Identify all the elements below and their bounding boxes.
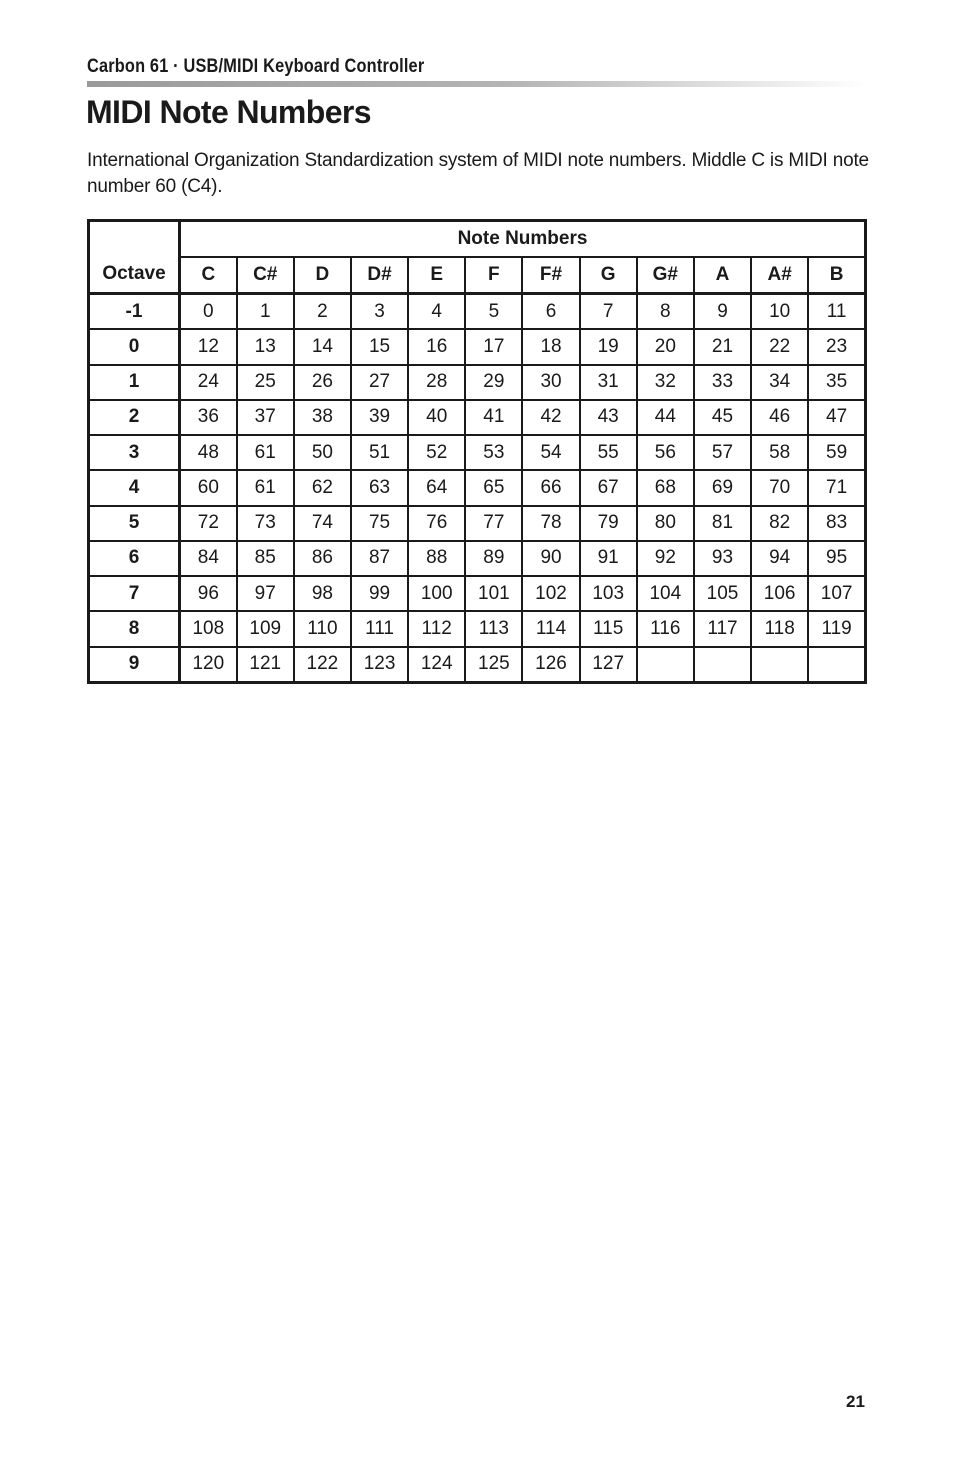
note-number-cell <box>637 647 694 683</box>
note-number-cell: 106 <box>751 576 808 611</box>
note-number-cell: 65 <box>465 470 522 505</box>
octave-cell: 6 <box>89 541 180 576</box>
note-number-cell: 28 <box>408 365 465 400</box>
note-number-cell: 61 <box>237 470 294 505</box>
note-number-cell: 50 <box>294 435 351 470</box>
note-number-cell: 56 <box>637 435 694 470</box>
note-number-cell: 8 <box>637 294 694 330</box>
note-number-cell: 41 <box>465 400 522 435</box>
note-number-cell: 51 <box>351 435 408 470</box>
note-number-cell: 101 <box>465 576 522 611</box>
note-number-cell: 17 <box>465 329 522 364</box>
note-number-cell: 123 <box>351 647 408 683</box>
note-name-header: D# <box>351 257 408 294</box>
note-number-cell: 124 <box>408 647 465 683</box>
note-number-cell: 7 <box>580 294 637 330</box>
note-number-cell: 36 <box>180 400 237 435</box>
table-row <box>89 470 866 505</box>
note-number-cell: 53 <box>465 435 522 470</box>
note-name-header: E <box>408 257 465 294</box>
note-number-cell: 112 <box>408 611 465 646</box>
note-number-cell: 62 <box>294 470 351 505</box>
note-number-cell: 18 <box>522 329 579 364</box>
octave-cell: 1 <box>89 365 180 400</box>
note-number-cell: 1 <box>237 294 294 330</box>
note-number-cell <box>808 647 865 683</box>
note-number-cell: 114 <box>522 611 579 646</box>
note-number-cell: 57 <box>694 435 751 470</box>
header-rule <box>87 81 867 87</box>
note-number-cell: 93 <box>694 541 751 576</box>
note-number-cell: 115 <box>580 611 637 646</box>
table-row <box>89 576 866 611</box>
octave-cell: 2 <box>89 400 180 435</box>
note-number-cell: 80 <box>637 506 694 541</box>
intro-paragraph: International Organization Standardization system of MIDI note numbers. Middle C is MIDI note number 60 (C4). <box>87 150 869 197</box>
octave-cell: 4 <box>89 470 180 505</box>
note-number-cell: 90 <box>522 541 579 576</box>
note-number-cell: 40 <box>408 400 465 435</box>
note-number-cell: 97 <box>237 576 294 611</box>
octave-cell: 5 <box>89 506 180 541</box>
note-number-cell: 9 <box>694 294 751 330</box>
note-number-cell <box>694 647 751 683</box>
note-name-row <box>89 257 866 294</box>
note-number-cell: 84 <box>180 541 237 576</box>
note-name-header: D <box>294 257 351 294</box>
page-number: 21 <box>846 1392 865 1411</box>
table-row <box>89 541 866 576</box>
note-number-cell: 104 <box>637 576 694 611</box>
note-number-cell: 74 <box>294 506 351 541</box>
note-number-cell: 46 <box>751 400 808 435</box>
octave-cell: 3 <box>89 435 180 470</box>
note-number-cell: 79 <box>580 506 637 541</box>
note-number-cell: 23 <box>808 329 865 364</box>
note-number-cell: 116 <box>637 611 694 646</box>
note-number-cell: 98 <box>294 576 351 611</box>
note-number-cell: 99 <box>351 576 408 611</box>
note-number-cell: 126 <box>522 647 579 683</box>
note-number-cell: 26 <box>294 365 351 400</box>
note-number-cell: 31 <box>580 365 637 400</box>
note-name-header: G# <box>637 257 694 294</box>
note-number-cell: 88 <box>408 541 465 576</box>
note-number-cell: 108 <box>180 611 237 646</box>
note-number-cell: 118 <box>751 611 808 646</box>
note-number-cell: 70 <box>751 470 808 505</box>
note-number-cell: 45 <box>694 400 751 435</box>
note-number-cell: 13 <box>237 329 294 364</box>
note-number-cell: 54 <box>522 435 579 470</box>
note-number-cell: 48 <box>180 435 237 470</box>
page-title: MIDI Note Numbers <box>86 94 371 130</box>
note-number-cell: 96 <box>180 576 237 611</box>
note-number-cell: 78 <box>522 506 579 541</box>
note-number-cell: 71 <box>808 470 865 505</box>
table-row <box>89 329 866 364</box>
table-row <box>89 435 866 470</box>
note-number-cell: 66 <box>522 470 579 505</box>
table-row <box>89 647 866 683</box>
note-number-cell: 110 <box>294 611 351 646</box>
note-numbers-header: Note Numbers <box>180 221 866 258</box>
note-number-cell: 85 <box>237 541 294 576</box>
note-number-cell: 63 <box>351 470 408 505</box>
note-number-cell: 91 <box>580 541 637 576</box>
note-number-cell: 30 <box>522 365 579 400</box>
note-number-cell: 64 <box>408 470 465 505</box>
table-header-row <box>89 221 866 258</box>
note-number-cell: 69 <box>694 470 751 505</box>
note-number-cell: 55 <box>580 435 637 470</box>
note-number-cell: 100 <box>408 576 465 611</box>
note-number-cell: 38 <box>294 400 351 435</box>
note-number-cell: 87 <box>351 541 408 576</box>
note-number-cell: 95 <box>808 541 865 576</box>
note-number-cell: 11 <box>808 294 865 330</box>
note-number-cell: 52 <box>408 435 465 470</box>
midi-note-table <box>87 219 867 684</box>
note-number-cell: 92 <box>637 541 694 576</box>
octave-cell: -1 <box>89 294 180 330</box>
note-number-cell: 15 <box>351 329 408 364</box>
note-number-cell: 24 <box>180 365 237 400</box>
note-number-cell: 43 <box>580 400 637 435</box>
note-number-cell: 109 <box>237 611 294 646</box>
note-number-cell: 16 <box>408 329 465 364</box>
note-number-cell: 4 <box>408 294 465 330</box>
note-number-cell: 105 <box>694 576 751 611</box>
note-number-cell: 60 <box>180 470 237 505</box>
note-number-cell: 122 <box>294 647 351 683</box>
note-number-cell: 20 <box>637 329 694 364</box>
note-number-cell: 72 <box>180 506 237 541</box>
note-number-cell: 44 <box>637 400 694 435</box>
note-number-cell: 35 <box>808 365 865 400</box>
note-number-cell: 19 <box>580 329 637 364</box>
note-name-header: C# <box>237 257 294 294</box>
running-header: Carbon 61 · USB/MIDI Keyboard Controller <box>87 56 425 77</box>
note-number-cell: 37 <box>237 400 294 435</box>
note-number-cell: 5 <box>465 294 522 330</box>
note-number-cell: 67 <box>580 470 637 505</box>
note-number-cell: 113 <box>465 611 522 646</box>
note-number-cell: 2 <box>294 294 351 330</box>
note-number-cell: 47 <box>808 400 865 435</box>
note-number-cell: 77 <box>465 506 522 541</box>
note-name-header: G <box>580 257 637 294</box>
note-number-cell: 42 <box>522 400 579 435</box>
note-number-cell: 27 <box>351 365 408 400</box>
note-number-cell: 3 <box>351 294 408 330</box>
note-name-header: B <box>808 257 865 294</box>
note-number-cell: 25 <box>237 365 294 400</box>
table-row <box>89 294 866 330</box>
note-number-cell: 29 <box>465 365 522 400</box>
table-row <box>89 365 866 400</box>
note-number-cell: 58 <box>751 435 808 470</box>
note-number-cell: 14 <box>294 329 351 364</box>
note-number-cell: 6 <box>522 294 579 330</box>
octave-cell: 9 <box>89 647 180 683</box>
note-number-cell: 120 <box>180 647 237 683</box>
note-name-header: F# <box>522 257 579 294</box>
note-number-cell: 82 <box>751 506 808 541</box>
octave-header: Octave <box>89 221 180 294</box>
note-number-cell: 111 <box>351 611 408 646</box>
note-number-cell: 117 <box>694 611 751 646</box>
note-name-header: C <box>180 257 237 294</box>
table-row <box>89 400 866 435</box>
note-number-cell: 59 <box>808 435 865 470</box>
note-number-cell: 83 <box>808 506 865 541</box>
table-row <box>89 506 866 541</box>
note-name-header: F <box>465 257 522 294</box>
note-number-cell: 81 <box>694 506 751 541</box>
note-number-cell: 33 <box>694 365 751 400</box>
table-body <box>89 294 866 683</box>
note-number-cell: 76 <box>408 506 465 541</box>
note-number-cell <box>751 647 808 683</box>
note-name-header: A# <box>751 257 808 294</box>
note-number-cell: 102 <box>522 576 579 611</box>
note-number-cell: 22 <box>751 329 808 364</box>
note-number-cell: 21 <box>694 329 751 364</box>
octave-cell: 0 <box>89 329 180 364</box>
note-number-cell: 121 <box>237 647 294 683</box>
note-number-cell: 107 <box>808 576 865 611</box>
note-number-cell: 89 <box>465 541 522 576</box>
note-number-cell: 0 <box>180 294 237 330</box>
note-number-cell: 61 <box>237 435 294 470</box>
note-number-cell: 119 <box>808 611 865 646</box>
note-number-cell: 34 <box>751 365 808 400</box>
note-name-header: A <box>694 257 751 294</box>
note-number-cell: 86 <box>294 541 351 576</box>
note-number-cell: 10 <box>751 294 808 330</box>
octave-cell: 8 <box>89 611 180 646</box>
note-number-cell: 103 <box>580 576 637 611</box>
note-number-cell: 127 <box>580 647 637 683</box>
note-number-cell: 32 <box>637 365 694 400</box>
note-number-cell: 39 <box>351 400 408 435</box>
table-row <box>89 611 866 646</box>
note-number-cell: 94 <box>751 541 808 576</box>
note-number-cell: 125 <box>465 647 522 683</box>
note-number-cell: 12 <box>180 329 237 364</box>
octave-cell: 7 <box>89 576 180 611</box>
note-number-cell: 75 <box>351 506 408 541</box>
note-number-cell: 73 <box>237 506 294 541</box>
note-number-cell: 68 <box>637 470 694 505</box>
